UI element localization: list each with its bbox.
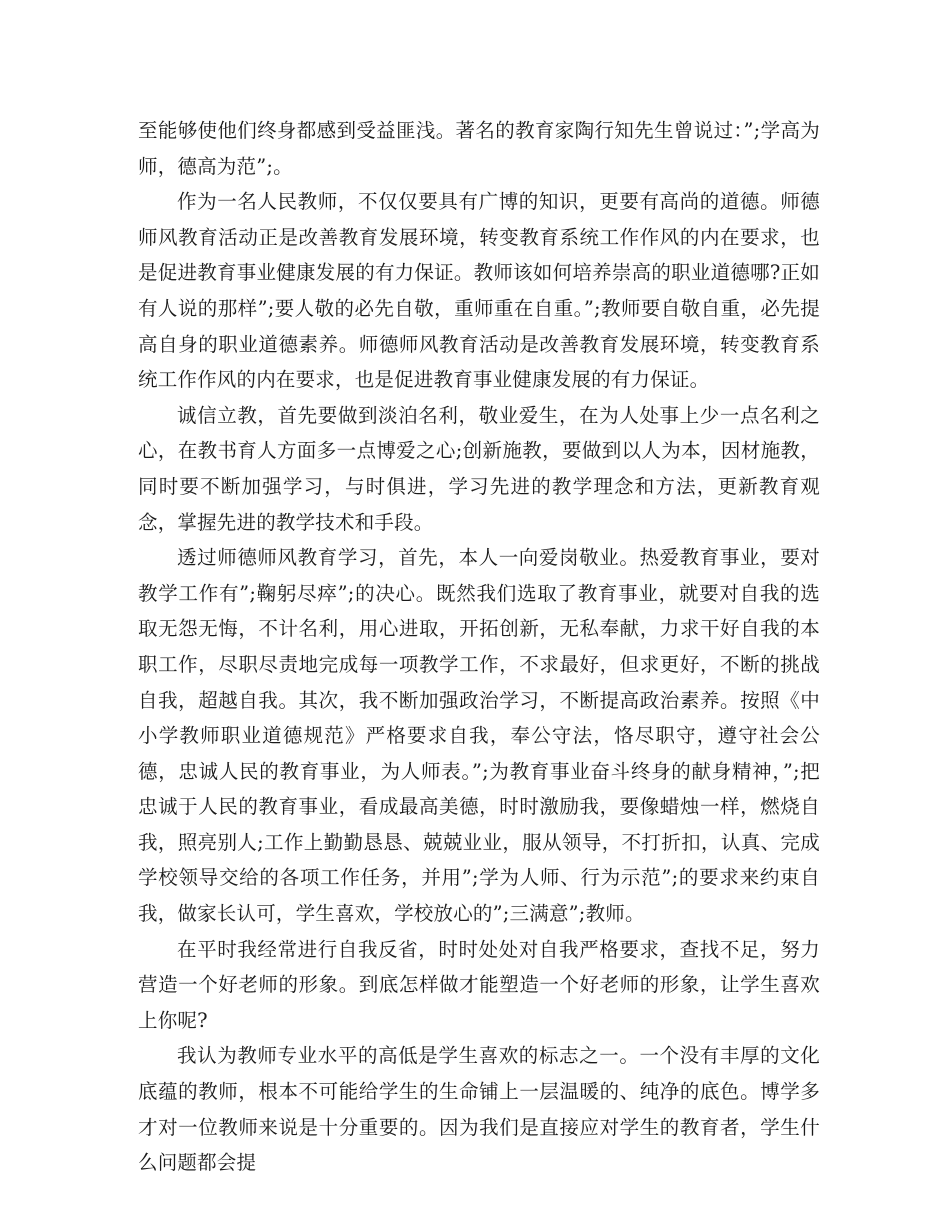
document-body [138, 113, 820, 1181]
paragraph-continuation: 至能够使他们终身都感到受益匪浅。著名的教育家陶行知先生曾说过：”;学高为师，德高为范”;。 [138, 119, 820, 178]
paragraph: 在平时我经常进行自我反省，时时处处对自我严格要求，查找不足，努力营造一个好老师的形象。到底怎样做才能塑造一个好老师的形象，让学生喜欢上你呢? [138, 937, 820, 1032]
paragraph: 我认为教师专业水平的高低是学生喜欢的标志之一。一个没有丰厚的文化底蕴的教师，根本不可能给学生的生命铺上一层温暖的、纯净的底色。博学多才对一位教师来说是十分重要的。因为我们是直接应对学生的教育者，学生什么问题都会提 [138, 1044, 820, 1175]
paragraph: 透过师德师风教育学习，首先，本人一向爱岗敬业。热爱教育事业，要对教学工作有”;鞠躬尽瘁”;的决心。既然我们选取了教育事业，就要对自我的选取无怨无悔，不计名利，用心进取，开拓创新，无私奉献，力求干好自我的本职工作，尽职尽责地完成每一项教学工作，不求最好，但求更好，不断的挑战自我，超越自我。其次，我不断加强政治学习，不断提高政治素养。按照《中小学教师职业道德规范》严格要求自我，奉公守法，恪尽职守，遵守社会公德，忠诚人民的教育事业，为人师表。”;为教育事业奋斗终身的献身精神，”;把忠诚于人民的教育事业，看成最高美德，时时激励我，要像蜡烛一样，燃烧自我，照亮别人;工作上勤勤恳恳、兢兢业业，服从领导，不打折扣，认真、完成学校领导交给的各项工作任务，并用”;学为人师、行为示范”;的要求来约束自我，做家长认可，学生喜欢，学校放心的”;三满意”;教师。 [138, 546, 820, 926]
paragraph: 作为一名人民教师，不仅仅要具有广博的知识，更要有高尚的道德。师德师风教育活动正是改善教育发展环境，转变教育系统工作作风的内在要求，也是促进教育事业健康发展的有力保证。教师该如何培养崇高的职业道德哪?正如有人说的那样”;要人敬的必先自敬，重师重在自重。”;教师要自敬自重，必先提高自身的职业道德素养。师德师风教育活动是改善教育发展环境，转变教育系统工作作风的内在要求，也是促进教育事业健康发展的有力保证。 [138, 190, 820, 392]
paragraph: 诚信立教，首先要做到淡泊名利，敬业爱生，在为人处事上少一点名利之心，在教书育人方面多一点博爱之心;创新施教，要做到以人为本，因材施教，同时要不断加强学习，与时俱进，学习先进的教学理念和方法，更新教育观念，掌握先进的教学技术和手段。 [138, 403, 820, 534]
